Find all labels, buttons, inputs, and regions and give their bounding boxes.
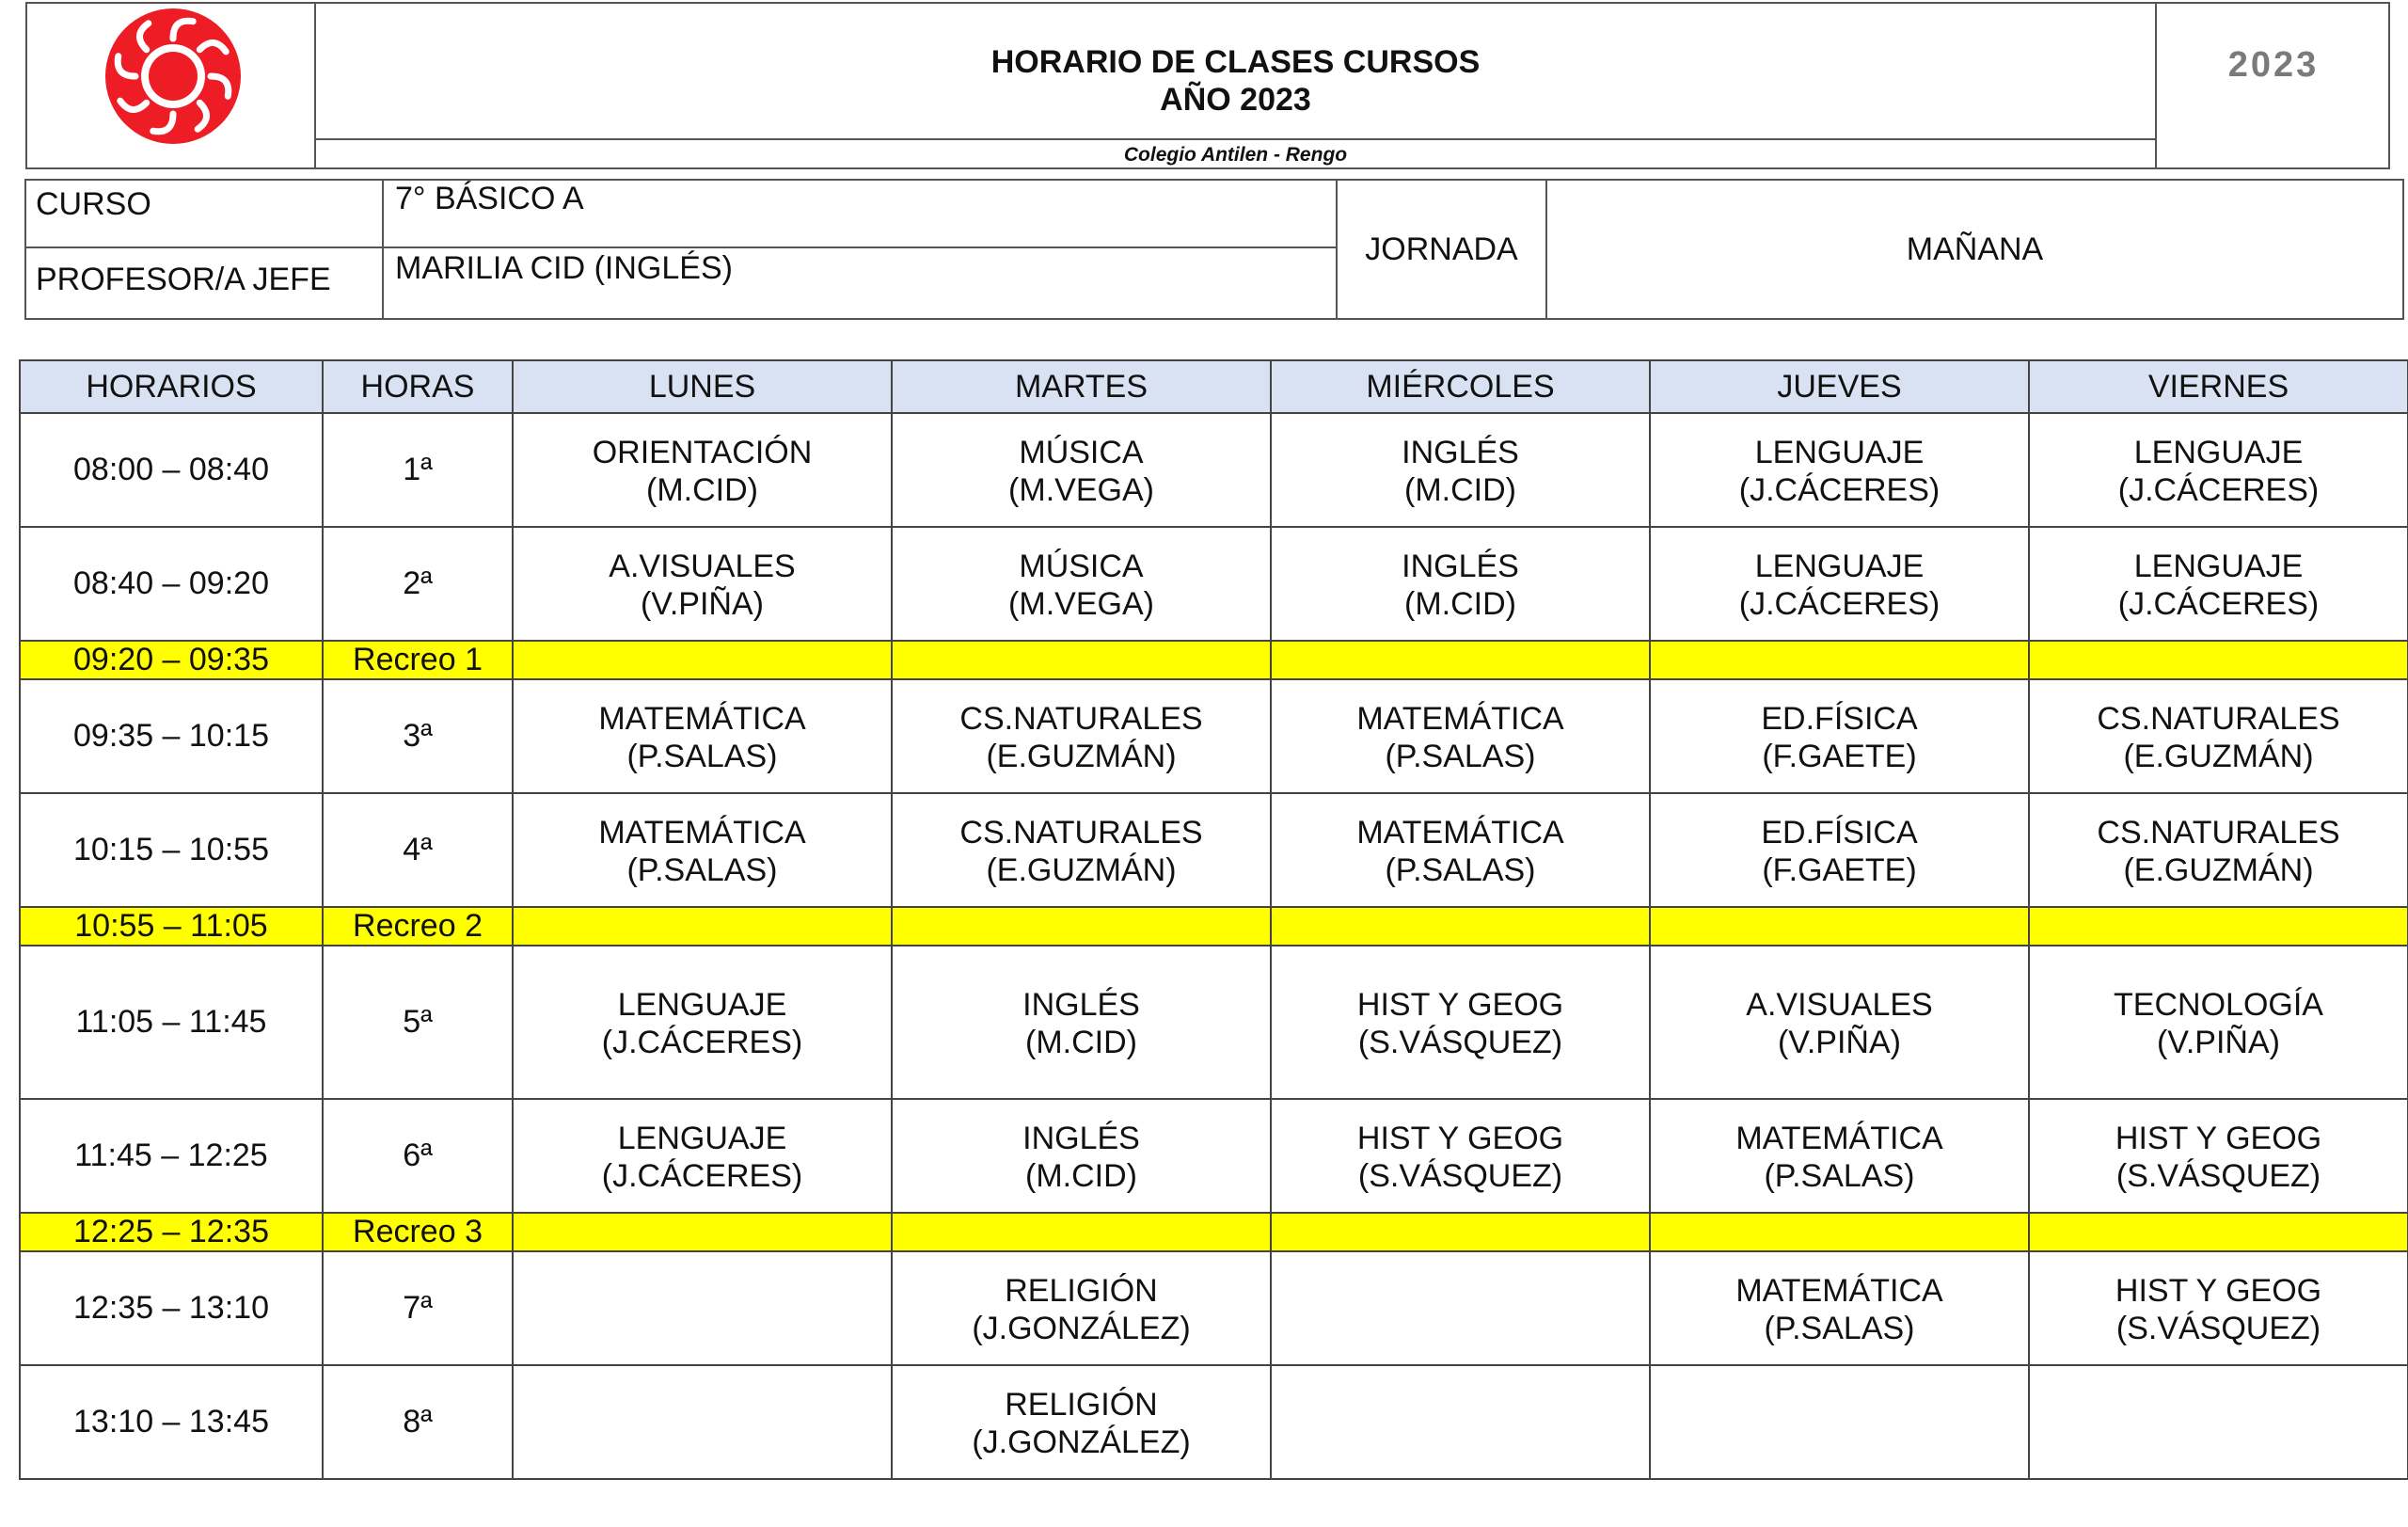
subject-name: MÚSICA: [1019, 434, 1144, 470]
class-row: [20, 679, 2408, 793]
class-cell-lunes: [513, 1365, 892, 1479]
teacher-name: (M.CID): [1404, 585, 1516, 622]
teacher-name: (J.CÁCERES): [601, 1157, 803, 1194]
schedule-header-row: [20, 360, 2408, 413]
subject-name: LENGUAJE: [1754, 434, 1925, 470]
class-cell-miercoles: [1271, 1251, 1650, 1365]
teacher-name: (S.VÁSQUEZ): [2115, 1310, 2321, 1346]
period-number: 6ª: [323, 1099, 513, 1213]
teacher-name: (J.CÁCERES): [1738, 585, 1941, 622]
break-row: [20, 907, 2408, 946]
teacher-name: (J.GONZÁLEZ): [972, 1424, 1191, 1460]
teacher-name: (S.VÁSQUEZ): [2115, 1157, 2321, 1194]
class-row: [20, 527, 2408, 641]
teacher-name: (J.CÁCERES): [2117, 585, 2320, 622]
teacher-name: (P.SALAS): [1764, 1310, 1915, 1346]
class-row: [20, 946, 2408, 1099]
subject-name: MATEMÁTICA: [1356, 814, 1564, 851]
break-cell-martes: [892, 641, 1271, 679]
teacher-name: (S.VÁSQUEZ): [1357, 1024, 1563, 1060]
break-time: 09:20 – 09:35: [20, 641, 323, 679]
period-time: 10:15 – 10:55: [20, 793, 323, 907]
class-cell-martes: [892, 793, 1271, 907]
course-info: [24, 179, 2404, 320]
class-cell-lunes: [513, 793, 892, 907]
teacher-name: (P.SALAS): [1385, 738, 1536, 774]
subject-name: LENGUAJE: [1754, 548, 1925, 584]
break-cell-lunes: [513, 641, 892, 679]
subject-name: CS.NATURALES: [2097, 700, 2340, 737]
schedule-body: [20, 413, 2408, 1479]
class-cell-miercoles: [1271, 527, 1650, 641]
year-badge-cell: [2155, 4, 2390, 167]
break-label: Recreo 3: [323, 1213, 513, 1251]
subject-name: A.VISUALES: [609, 548, 796, 584]
class-cell-viernes: [2029, 1365, 2408, 1479]
teacher-name: (P.SALAS): [626, 851, 778, 888]
subject-name: MÚSICA: [1019, 548, 1144, 584]
class-cell-jueves: [1650, 946, 2029, 1099]
class-cell-miercoles: [1271, 413, 1650, 527]
class-cell-martes: [892, 946, 1271, 1099]
class-cell-jueves: [1650, 793, 2029, 907]
class-cell-viernes: [2029, 1099, 2408, 1213]
class-cell-lunes: [513, 413, 892, 527]
subject-name: LENGUAJE: [617, 986, 787, 1023]
break-label: Recreo 2: [323, 907, 513, 946]
class-cell-jueves: [1650, 413, 2029, 527]
subject-name: LENGUAJE: [617, 1120, 787, 1156]
teacher-name: (J.GONZÁLEZ): [972, 1310, 1191, 1346]
period-time: 08:40 – 09:20: [20, 527, 323, 641]
class-cell-martes: [892, 679, 1271, 793]
class-cell-jueves: [1650, 527, 2029, 641]
period-time: 11:45 – 12:25: [20, 1099, 323, 1213]
class-cell-martes: [892, 527, 1271, 641]
subject-name: HIST Y GEOG: [2115, 1272, 2322, 1309]
teacher-name: (M.CID): [1404, 471, 1516, 508]
teacher-name: (V.PIÑA): [1777, 1024, 1901, 1060]
subject-name: ED.FÍSICA: [1761, 814, 1918, 851]
teacher-name: (V.PIÑA): [640, 585, 764, 622]
period-number: 5ª: [323, 946, 513, 1099]
teacher-name: (F.GAETE): [1762, 851, 1917, 888]
break-cell-miercoles: [1271, 641, 1650, 679]
period-number: 7ª: [323, 1251, 513, 1365]
subject-name: HIST Y GEOG: [1356, 986, 1564, 1023]
class-cell-miercoles: [1271, 1365, 1650, 1479]
class-row: [20, 1099, 2408, 1213]
break-cell-jueves: [1650, 641, 2029, 679]
class-cell-martes: [892, 1099, 1271, 1213]
teacher-name: (M.CID): [646, 471, 758, 508]
teacher-name: (V.PIÑA): [2156, 1024, 2280, 1060]
schedule-table: [19, 359, 2408, 1480]
subject-name: CS.NATURALES: [959, 700, 1203, 737]
teacher-name: (E.GUZMÁN): [986, 851, 1177, 888]
subject-name: A.VISUALES: [1746, 986, 1933, 1023]
class-cell-viernes: [2029, 679, 2408, 793]
class-cell-lunes: [513, 527, 892, 641]
subject-name: MATEMÁTICA: [598, 814, 806, 851]
class-cell-lunes: [513, 679, 892, 793]
class-cell-martes: [892, 1365, 1271, 1479]
subject-name: RELIGIÓN: [1005, 1386, 1158, 1423]
curso-value: 7° BÁSICO A: [384, 181, 1336, 248]
class-cell-miercoles: [1271, 793, 1650, 907]
logo-cell: [27, 4, 316, 167]
subject-name: MATEMÁTICA: [598, 700, 806, 737]
break-row: [20, 1213, 2408, 1251]
break-time: 12:25 – 12:35: [20, 1213, 323, 1251]
class-row: [20, 793, 2408, 907]
profesor-label: PROFESOR/A JEFE: [26, 248, 384, 318]
subject-name: RELIGIÓN: [1005, 1272, 1158, 1309]
class-cell-lunes: [513, 1099, 892, 1213]
break-time: 10:55 – 11:05: [20, 907, 323, 946]
col-header-horarios: HORARIOS: [20, 360, 323, 413]
year-badge: 2023: [2227, 45, 2320, 85]
period-time: 11:05 – 11:45: [20, 946, 323, 1099]
period-number: 8ª: [323, 1365, 513, 1479]
curso-label: CURSO: [26, 181, 384, 248]
subject-name: ED.FÍSICA: [1761, 700, 1918, 737]
class-cell-viernes: [2029, 946, 2408, 1099]
teacher-name: (F.GAETE): [1762, 738, 1917, 774]
profesor-value: MARILIA CID (INGLÉS): [395, 250, 733, 286]
teacher-name: (E.GUZMÁN): [2123, 851, 2314, 888]
teacher-name: (M.CID): [1025, 1024, 1137, 1060]
document-subtitle-year: AÑO 2023: [1160, 82, 1311, 118]
teacher-name: (P.SALAS): [1764, 1157, 1915, 1194]
school-name: Colegio Antilen - Rengo: [1123, 144, 1348, 166]
document-title: HORARIO DE CLASES CURSOS: [990, 44, 1481, 80]
break-cell-lunes: [513, 1213, 892, 1251]
subject-name: INGLÉS: [1022, 1120, 1140, 1156]
subject-name: CS.NATURALES: [959, 814, 1203, 851]
teacher-name: (P.SALAS): [626, 738, 778, 774]
document-header: [25, 2, 2390, 169]
subject-name: MATEMÁTICA: [1735, 1272, 1943, 1309]
subject-name: MATEMÁTICA: [1735, 1120, 1943, 1156]
class-cell-jueves: [1650, 1365, 2029, 1479]
teacher-name: (M.CID): [1025, 1157, 1137, 1194]
break-cell-martes: [892, 1213, 1271, 1251]
class-cell-martes: [892, 1251, 1271, 1365]
subject-name: TECNOLOGÍA: [2114, 986, 2323, 1023]
break-cell-viernes: [2029, 641, 2408, 679]
teacher-name: (S.VÁSQUEZ): [1357, 1157, 1563, 1194]
teacher-name: (J.CÁCERES): [1738, 471, 1941, 508]
class-cell-jueves: [1650, 1099, 2029, 1213]
teacher-name: (E.GUZMÁN): [986, 738, 1177, 774]
class-cell-martes: [892, 413, 1271, 527]
subject-name: HIST Y GEOG: [1356, 1120, 1564, 1156]
period-number: 1ª: [323, 413, 513, 527]
class-cell-lunes: [513, 1251, 892, 1365]
col-header-lunes: LUNES: [513, 360, 892, 413]
teacher-name: (M.VEGA): [1008, 471, 1154, 508]
break-cell-miercoles: [1271, 1213, 1650, 1251]
break-cell-miercoles: [1271, 907, 1650, 946]
title-cell: [316, 4, 2155, 140]
class-cell-jueves: [1650, 679, 2029, 793]
class-cell-viernes: [2029, 793, 2408, 907]
subject-name: LENGUAJE: [2133, 548, 2304, 584]
class-row: [20, 1365, 2408, 1479]
teacher-name: (E.GUZMÁN): [2123, 738, 2314, 774]
period-number: 3ª: [323, 679, 513, 793]
subject-name: INGLÉS: [1402, 548, 1519, 584]
period-time: 09:35 – 10:15: [20, 679, 323, 793]
period-time: 13:10 – 13:45: [20, 1365, 323, 1479]
subject-name: HIST Y GEOG: [2115, 1120, 2322, 1156]
period-time: 12:35 – 13:10: [20, 1251, 323, 1365]
class-cell-miercoles: [1271, 1099, 1650, 1213]
teacher-name: (J.CÁCERES): [2117, 471, 2320, 508]
break-cell-martes: [892, 907, 1271, 946]
subject-name: CS.NATURALES: [2097, 814, 2340, 851]
teacher-name: (P.SALAS): [1385, 851, 1536, 888]
teacher-name: (J.CÁCERES): [601, 1024, 803, 1060]
class-row: [20, 1251, 2408, 1365]
break-row: [20, 641, 2408, 679]
class-cell-viernes: [2029, 413, 2408, 527]
class-cell-miercoles: [1271, 946, 1650, 1099]
subject-name: INGLÉS: [1402, 434, 1519, 470]
class-row: [20, 413, 2408, 527]
col-header-viernes: VIERNES: [2029, 360, 2408, 413]
col-header-jueves: JUEVES: [1650, 360, 2029, 413]
break-cell-viernes: [2029, 907, 2408, 946]
jornada-value: MAÑANA: [1906, 231, 2044, 267]
subject-name: INGLÉS: [1022, 986, 1140, 1023]
col-header-horas: HORAS: [323, 360, 513, 413]
teacher-name: (M.VEGA): [1008, 585, 1154, 622]
period-number: 2ª: [323, 527, 513, 641]
break-cell-lunes: [513, 907, 892, 946]
class-cell-lunes: [513, 946, 892, 1099]
col-header-martes: MARTES: [892, 360, 1271, 413]
break-label: Recreo 1: [323, 641, 513, 679]
class-cell-viernes: [2029, 1251, 2408, 1365]
class-cell-viernes: [2029, 527, 2408, 641]
subject-name: MATEMÁTICA: [1356, 700, 1564, 737]
col-header-miercoles: MIÉRCOLES: [1271, 360, 1650, 413]
subject-name: LENGUAJE: [2133, 434, 2304, 470]
class-cell-jueves: [1650, 1251, 2029, 1365]
break-cell-jueves: [1650, 907, 2029, 946]
period-number: 4ª: [323, 793, 513, 907]
red-sun-logo: [103, 6, 244, 147]
jornada-label: JORNADA: [1336, 181, 1547, 318]
break-cell-jueves: [1650, 1213, 2029, 1251]
break-cell-viernes: [2029, 1213, 2408, 1251]
period-time: 08:00 – 08:40: [20, 413, 323, 527]
subject-name: ORIENTACIÓN: [592, 434, 813, 470]
class-cell-miercoles: [1271, 679, 1650, 793]
